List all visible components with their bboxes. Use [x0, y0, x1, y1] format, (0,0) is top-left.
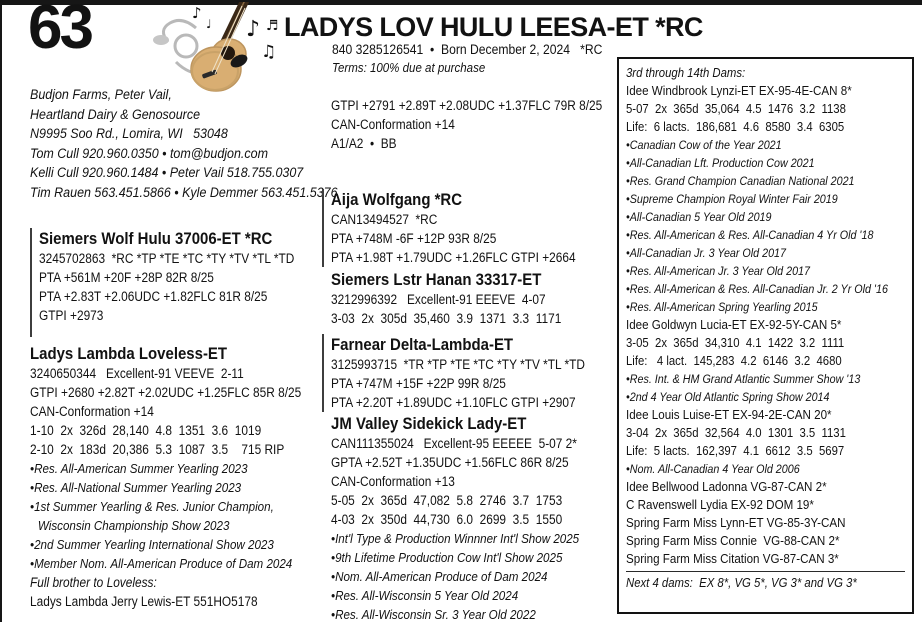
guitar-image — [146, 2, 292, 94]
left-column — [30, 228, 322, 611]
registration-line: 840 3285126541 • Born December 2, 2024 *RC — [332, 42, 603, 57]
sire-name: Siemers Wolf Hulu 37006-ET *RC — [39, 229, 273, 248]
dam-history-line: Life: 6 lacts. 186,681 4.6 8580 3.4 6305 — [626, 119, 845, 134]
pedigree-line: 2-10 2x 183d 20,386 5.3 1087 3.5 715 RIP — [30, 442, 285, 457]
pedigree-block-siemers-hanan — [322, 269, 616, 328]
animal-title: LADYS LOV HULU LEESA-ET *RC — [284, 12, 703, 42]
pedigree-line: GPTA +2.52T +1.35UDC +1.56FLC 86R 8/25 — [331, 455, 569, 470]
dam-history-line: •Res. Int. & HM Grand Atlantic Summer Show '13 — [626, 372, 861, 386]
dam-history-line: 5-07 2x 365d 35,064 4.5 1476 3.2 1138 — [626, 101, 846, 116]
dam-history-line: Idee Louis Luise-ET EX-94-2E-CAN 20* — [626, 407, 832, 422]
dam-name: Ladys Lambda Loveless-ET — [30, 344, 228, 363]
dam-history-line: •Nom. All-Canadian 4 Year Old 2006 — [626, 462, 800, 476]
consignor-line: Kelli Cull 920.960.1484 • Peter Vail 518.755.0307 — [30, 165, 304, 182]
pedigree-line: 3125993715 *TR *TP *TE *TC *TY *TV *TL *TD — [331, 357, 585, 372]
pedigree-line: •2nd Summer Yearling International Show 2023 — [30, 537, 274, 552]
dams-box — [617, 57, 914, 614]
consignor-line: N9995 Soo Rd., Lomira, WI 53048 — [30, 126, 228, 143]
stats-line: CAN-Conformation +14 — [331, 117, 455, 132]
dam-history-line: •All-Canadian Jr. 3 Year Old 2017 — [626, 246, 786, 260]
pedigree-lines — [331, 434, 616, 624]
dam-history-line: Spring Farm Miss Citation VG-87-CAN 3* — [626, 551, 839, 566]
dam-history-line: C Ravenswell Lydia EX-92 DOM 19* — [626, 497, 814, 512]
pedigree-line: 3240650344 Excellent-91 VEEVE 2-11 — [30, 366, 244, 381]
svg-text:♪: ♪ — [246, 17, 261, 42]
dams-lines — [626, 82, 905, 568]
consignor-line: Budjon Farms, Peter Vail, — [30, 87, 172, 103]
pedigree-line: GTPI +2973 — [39, 308, 104, 323]
pedigree-line: 3245702863 *RC *TP *TE *TC *TY *TV *TL *TD — [39, 251, 295, 266]
dams-footer: Next 4 dams: EX 8*, VG 5*, VG 3* and VG 3* — [626, 575, 857, 590]
pedigree-line: •Res. All-Wisconsin 5 Year Old 2024 — [331, 588, 519, 603]
svg-text:♪: ♪ — [192, 4, 202, 22]
pedigree-block-aija-wolfgang — [322, 189, 616, 267]
pedigree-line: CAN-Conformation +13 — [331, 474, 455, 489]
dam-history-line: •Res. All-American Jr. 3 Year Old 2017 — [626, 264, 810, 278]
dam-block — [30, 343, 322, 611]
pedigree-line: 1-10 2x 326d 28,140 4.8 1351 3.6 1019 — [30, 423, 262, 438]
pedigree-line: •Res. All-Wisconsin Sr. 3 Year Old 2022 — [331, 607, 536, 622]
pedigree-line: 5-05 2x 365d 47,082 5.8 2746 3.7 1753 — [331, 493, 563, 508]
lot-number: 63 — [28, 0, 91, 62]
dam-history-line: •All-Canadian 5 Year Old 2019 — [626, 210, 772, 224]
dam-history-line: Idee Goldwyn Lucia-ET EX-92-5Y-CAN 5* — [626, 317, 842, 332]
pedigree-line: GTPI +2680 +2.82T +2.02UDC +1.25FLC 85R 8/25 — [30, 385, 302, 400]
consignor-line: Tim Rauen 563.451.5866 • Kyle Demmer 563.451.5376 — [30, 184, 338, 201]
dam-history-line: •Supreme Champion Royal Winter Fair 2019 — [626, 192, 838, 206]
dam-history-line: •2nd 4 Year Old Atlantic Spring Show 2014 — [626, 390, 830, 404]
pedigree-block-farnear-delta-lambda — [322, 334, 616, 412]
svg-text:♬: ♬ — [266, 18, 279, 34]
pedigree-line: CAN13494527 *RC — [331, 212, 438, 227]
stats-line: A1/A2 • BB — [331, 136, 397, 151]
pedigree-name: JM Valley Sidekick Lady-ET — [331, 414, 527, 433]
dam-history-line: Spring Farm Miss Lynn-ET VG-85-3Y-CAN — [626, 515, 846, 530]
pedigree-line: •9th Lifetime Production Cow Int'l Show 2025 — [331, 550, 563, 565]
dam-history-line: •Res. All-American & Res. All-Canadian 4 Yr Old '18 — [626, 228, 874, 242]
left-edge-rule — [0, 0, 2, 622]
pedigree-line: •1st Summer Yearling & Res. Junior Champion, — [30, 499, 274, 514]
pedigree-line: •Int'l Type & Production Winnner Int'l Show 2025 — [331, 531, 580, 546]
pedigree-line: Full brother to Loveless: — [30, 575, 157, 590]
pedigree-name: Aija Wolfgang *RC — [331, 190, 463, 209]
svg-text:♫: ♫ — [261, 42, 277, 62]
pedigree-line: CAN111355024 Excellent-95 EEEEE 5-07 2* — [331, 436, 577, 451]
pedigree-line: PTA +747M +15F +22P 99R 8/25 — [331, 376, 506, 391]
pedigree-line: •Nom. All-American Produce of Dam 2024 — [331, 569, 548, 584]
pedigree-lines — [331, 210, 616, 267]
pedigree-line: PTA +561M +20F +28P 82R 8/25 — [39, 270, 214, 285]
pedigree-line: •Member Nom. All-American Produce of Dam 2024 — [30, 556, 293, 571]
sire-lines — [39, 249, 322, 325]
pedigree-line: PTA +1.98T +1.79UDC +1.26FLC GTPI +2664 — [331, 250, 576, 265]
dams-divider — [626, 571, 905, 572]
pedigree-line: PTA +2.83T +2.06UDC +1.82FLC 81R 8/25 — [39, 289, 268, 304]
dam-history-line: Life: 4 lact. 145,283 4.2 6146 3.2 4680 — [626, 353, 842, 368]
sire-block — [30, 228, 322, 337]
svg-text:♩: ♩ — [206, 17, 212, 31]
dam-history-line: •All-Canadian Lft. Production Cow 2021 — [626, 156, 815, 170]
pedigree-name: Siemers Lstr Hanan 33317-ET — [331, 270, 542, 289]
stats-line: GTPI +2791 +2.89T +2.08UDC +1.37FLC 79R 8/25 — [331, 98, 603, 113]
consignor-line: Heartland Dairy & Genosource — [30, 106, 201, 123]
dam-lines — [30, 364, 322, 611]
horn-bell — [153, 35, 169, 45]
animal-stats — [322, 96, 616, 153]
pedigree-line: 3-03 2x 305d 35,460 3.9 1371 3.3 1171 — [331, 311, 562, 326]
dam-history-line: Idee Windbrook Lynzi-ET EX-95-4E-CAN 8* — [626, 83, 852, 98]
dams-heading: 3rd through 14th Dams: — [626, 65, 746, 80]
pedigree-lines — [331, 355, 616, 412]
consignor-line: Tom Cull 920.960.0350 • tom@budjon.com — [30, 145, 268, 162]
pedigree-line: PTA +748M -6F +12P 93R 8/25 — [331, 231, 497, 246]
dam-history-line: •Res. All-American Spring Yearling 2015 — [626, 300, 818, 314]
pedigree-line: CAN-Conformation +14 — [30, 404, 154, 419]
pedigree-name: Farnear Delta-Lambda-ET — [331, 335, 514, 354]
pedigree-line: Ladys Lambda Jerry Lewis-ET 551HO5178 — [30, 594, 258, 609]
dam-history-line: •Canadian Cow of the Year 2021 — [626, 138, 782, 152]
terms-line: Terms: 100% due at purchase — [332, 60, 486, 75]
guitar-icon — [146, 2, 292, 94]
pedigree-line: PTA +2.20T +1.89UDC +1.10FLC GTPI +2907 — [331, 395, 576, 410]
pedigree-line: Wisconsin Championship Show 2023 — [37, 518, 230, 533]
middle-column — [322, 96, 616, 624]
dam-history-line: 3-05 2x 365d 34,310 4.1 1422 3.2 1111 — [626, 335, 845, 350]
pedigree-lines — [331, 290, 616, 328]
pedigree-line: 4-03 2x 350d 44,730 6.0 2699 3.5 1550 — [331, 512, 563, 527]
dam-history-line: Life: 5 lacts. 162,397 4.1 6612 3.5 5697 — [626, 443, 845, 458]
dam-history-line: •Res. Grand Champion Canadian National 2021 — [626, 174, 855, 188]
top-rule — [0, 0, 922, 5]
pedigree-line: •Res. All-National Summer Yearling 2023 — [30, 480, 242, 495]
pedigree-line: •Res. All-American Summer Yearling 2023 — [30, 461, 248, 476]
dam-history-line: Idee Bellwood Ladonna VG-87-CAN 2* — [626, 479, 827, 494]
pedigree-line: 3212996392 Excellent-91 EEEVE 4-07 — [331, 292, 546, 307]
dam-history-line: 3-04 2x 365d 32,564 4.0 1301 3.5 1131 — [626, 425, 846, 440]
dam-history-line: Spring Farm Miss Connie VG-88-CAN 2* — [626, 533, 840, 548]
pedigree-block-jm-valley-sidekick-lady — [322, 413, 616, 624]
dam-history-line: •Res. All-American & Res. All-Canadian Jr. 2 Yr Old '16 — [626, 282, 888, 296]
